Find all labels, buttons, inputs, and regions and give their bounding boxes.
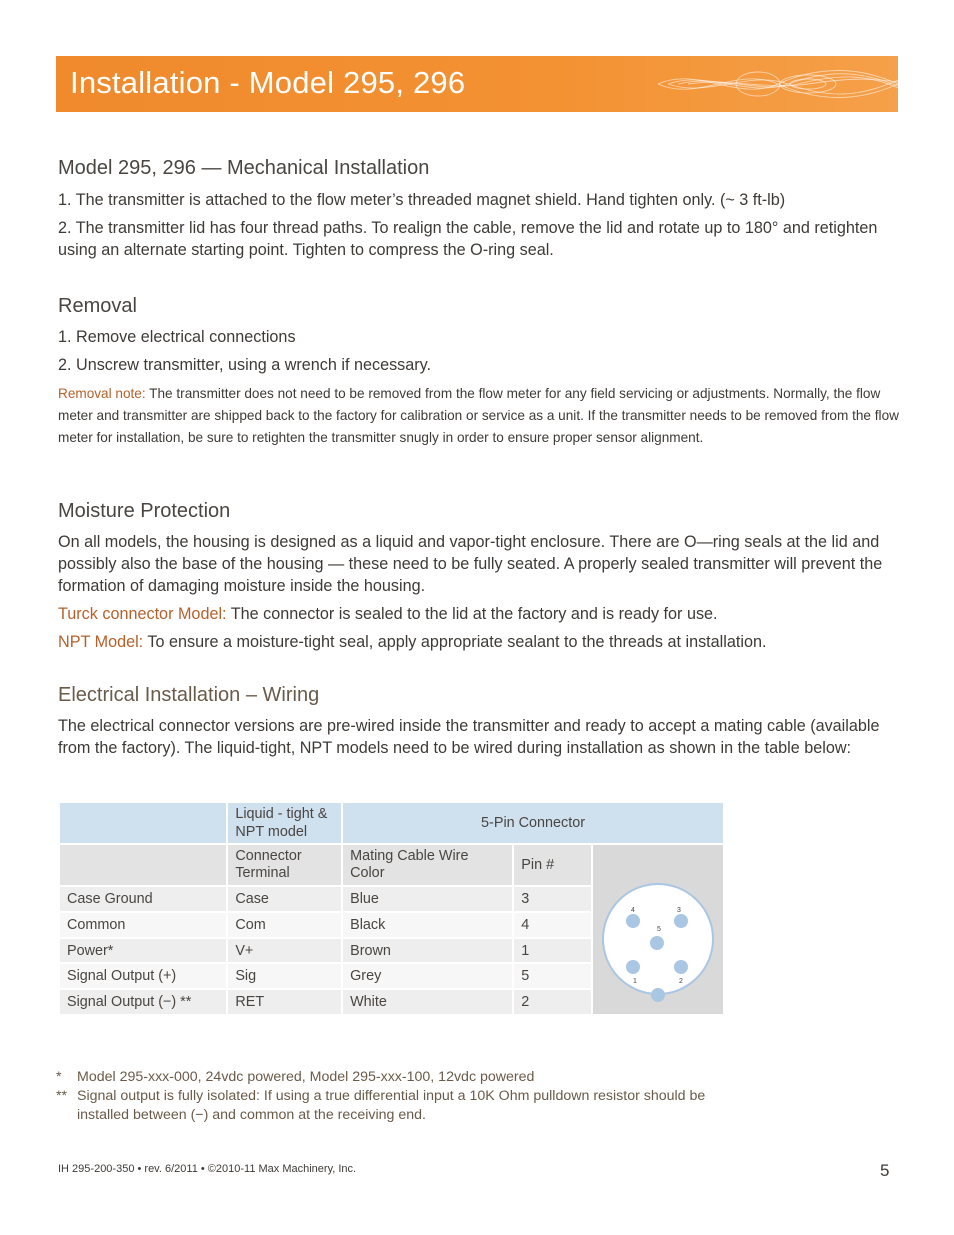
connector-pin-diagram	[592, 844, 724, 1015]
mechanical-step-2: 2. The transmitter lid has four thread paths. To realign the cable, remove the lid and rotate up to 180° and retighten using an alternate starting point. Tighten to compress the O-ring seal.	[58, 219, 878, 259]
color-cell: Brown	[342, 938, 513, 964]
moisture-body: On all models, the housing is designed as a liquid and vapor-tight enclosure. There are O—ring seals at the lid and possibly also the base of the housing — these need to be fully seated. A properly sealed transmitter will prevent the formation of damaging moisture inside the housing.	[58, 533, 883, 595]
terminal-cell: V+	[227, 938, 342, 964]
header-banner	[56, 56, 898, 112]
terminal-cell: Sig	[227, 963, 342, 989]
footnote-1-mark: *	[56, 1069, 62, 1085]
removal-step-1: 1. Remove electrical connections	[58, 328, 296, 346]
header-pin-number: Pin #	[513, 844, 592, 886]
pin-cell: 2	[513, 989, 592, 1015]
electrical-heading: Electrical Installation – Wiring	[58, 684, 320, 706]
signal-cell: Signal Output (+)	[59, 963, 227, 989]
terminal-cell: Com	[227, 912, 342, 938]
mechanical-heading: Model 295, 296 — Mechanical Installation	[58, 157, 430, 179]
pin-5-dot	[650, 936, 664, 950]
npt-model-note	[58, 631, 903, 653]
terminal-cell: Case	[227, 886, 342, 912]
header-mating-cable-color: Mating Cable Wire Color	[342, 844, 513, 886]
connector-diagram-svg	[593, 845, 721, 1010]
npt-text: To ensure a moisture-tight seal, apply appropriate sealant to the threads at installation.	[143, 633, 767, 651]
npt-label: NPT Model:	[58, 633, 144, 651]
pin-1-label: 1	[633, 978, 637, 985]
signal-cell: Common	[59, 912, 227, 938]
header-5-pin-connector: 5-Pin Connector	[342, 802, 724, 844]
signal-cell: Signal Output (−) **	[59, 989, 227, 1015]
pin-5-label: 5	[657, 926, 661, 933]
pin-2-label: 2	[679, 978, 683, 985]
pin-2-dot	[674, 960, 688, 974]
wiring-table	[58, 801, 725, 1016]
turck-model-note	[58, 603, 903, 625]
table-group-header-row	[59, 802, 724, 844]
pin-4-dot	[626, 914, 640, 928]
header-blank-cell	[59, 802, 227, 844]
pin-3-dot	[674, 914, 688, 928]
color-cell: White	[342, 989, 513, 1015]
footnote-1	[56, 1068, 756, 1087]
color-cell: Black	[342, 912, 513, 938]
removal-note-label: Removal note:	[58, 386, 146, 401]
terminal-cell: RET	[227, 989, 342, 1015]
pin-cell: 3	[513, 886, 592, 912]
turck-text: The connector is sealed to the lid at the factory and is ready for use.	[226, 605, 718, 623]
document-footer: IH 295-200-350 • rev. 6/2011 • ©2010-11 Max Machinery, Inc.	[58, 1163, 357, 1175]
footnote-1-text: Model 295-xxx-000, 24vdc powered, Model 295-xxx-100, 12vdc powered	[77, 1069, 535, 1085]
table-column-header-row	[59, 844, 724, 886]
header-connector-terminal: Connector Terminal	[227, 844, 342, 886]
header-blank-cell-2	[59, 844, 227, 886]
pin-cell: 5	[513, 963, 592, 989]
footnote-2	[56, 1087, 756, 1125]
removal-step-2: 2. Unscrew transmitter, using a wrench if necessary.	[58, 356, 432, 374]
pin-4-label: 4	[631, 907, 635, 914]
signal-cell: Power*	[59, 938, 227, 964]
mechanical-step-1: 1. The transmitter is attached to the flow meter’s threaded magnet shield. Hand tighten only. (~ 3 ft-lb)	[58, 191, 786, 209]
color-cell: Grey	[342, 963, 513, 989]
color-cell: Blue	[342, 886, 513, 912]
pin-1-dot	[626, 960, 640, 974]
footnote-2-text: Signal output is fully isolated: If using a true differential input a 10K Ohm pulldown resistor should be installed between (−) and common at the receiving end.	[77, 1088, 706, 1123]
pin-cell: 1	[513, 938, 592, 964]
pin-3-label: 3	[677, 907, 681, 914]
page-number: 5	[880, 1161, 890, 1180]
pin-cell: 4	[513, 912, 592, 938]
removal-note-text: The transmitter does not need to be removed from the flow meter for any field servicing or adjustments. Normally, the flow meter and transmitter are shipped back to the factory for calibration or service as a unit. If the transmitter needs to be removed from the flow meter for installation, be sure to retighten the transmitter snugly in order to ensure proper sensor alignment.	[58, 386, 899, 445]
decorative-wave-graphic	[658, 56, 898, 112]
key-notch	[651, 988, 665, 1002]
page-title: Installation - Model 295, 296	[70, 65, 466, 100]
electrical-body: The electrical connector versions are pre-wired inside the transmitter and ready to accept a mating cable (available from the factory). The liquid-tight, NPT models need to be wired during installation as shown in the table below:	[58, 717, 880, 757]
removal-heading: Removal	[58, 295, 137, 317]
footnotes	[56, 1068, 756, 1125]
turck-label: Turck connector Model:	[58, 605, 227, 623]
removal-note	[58, 383, 903, 449]
footnote-2-mark: **	[56, 1088, 68, 1104]
moisture-heading: Moisture Protection	[58, 500, 231, 522]
header-liquid-npt: Liquid - tight & NPT model	[227, 802, 342, 844]
signal-cell: Case Ground	[59, 886, 227, 912]
